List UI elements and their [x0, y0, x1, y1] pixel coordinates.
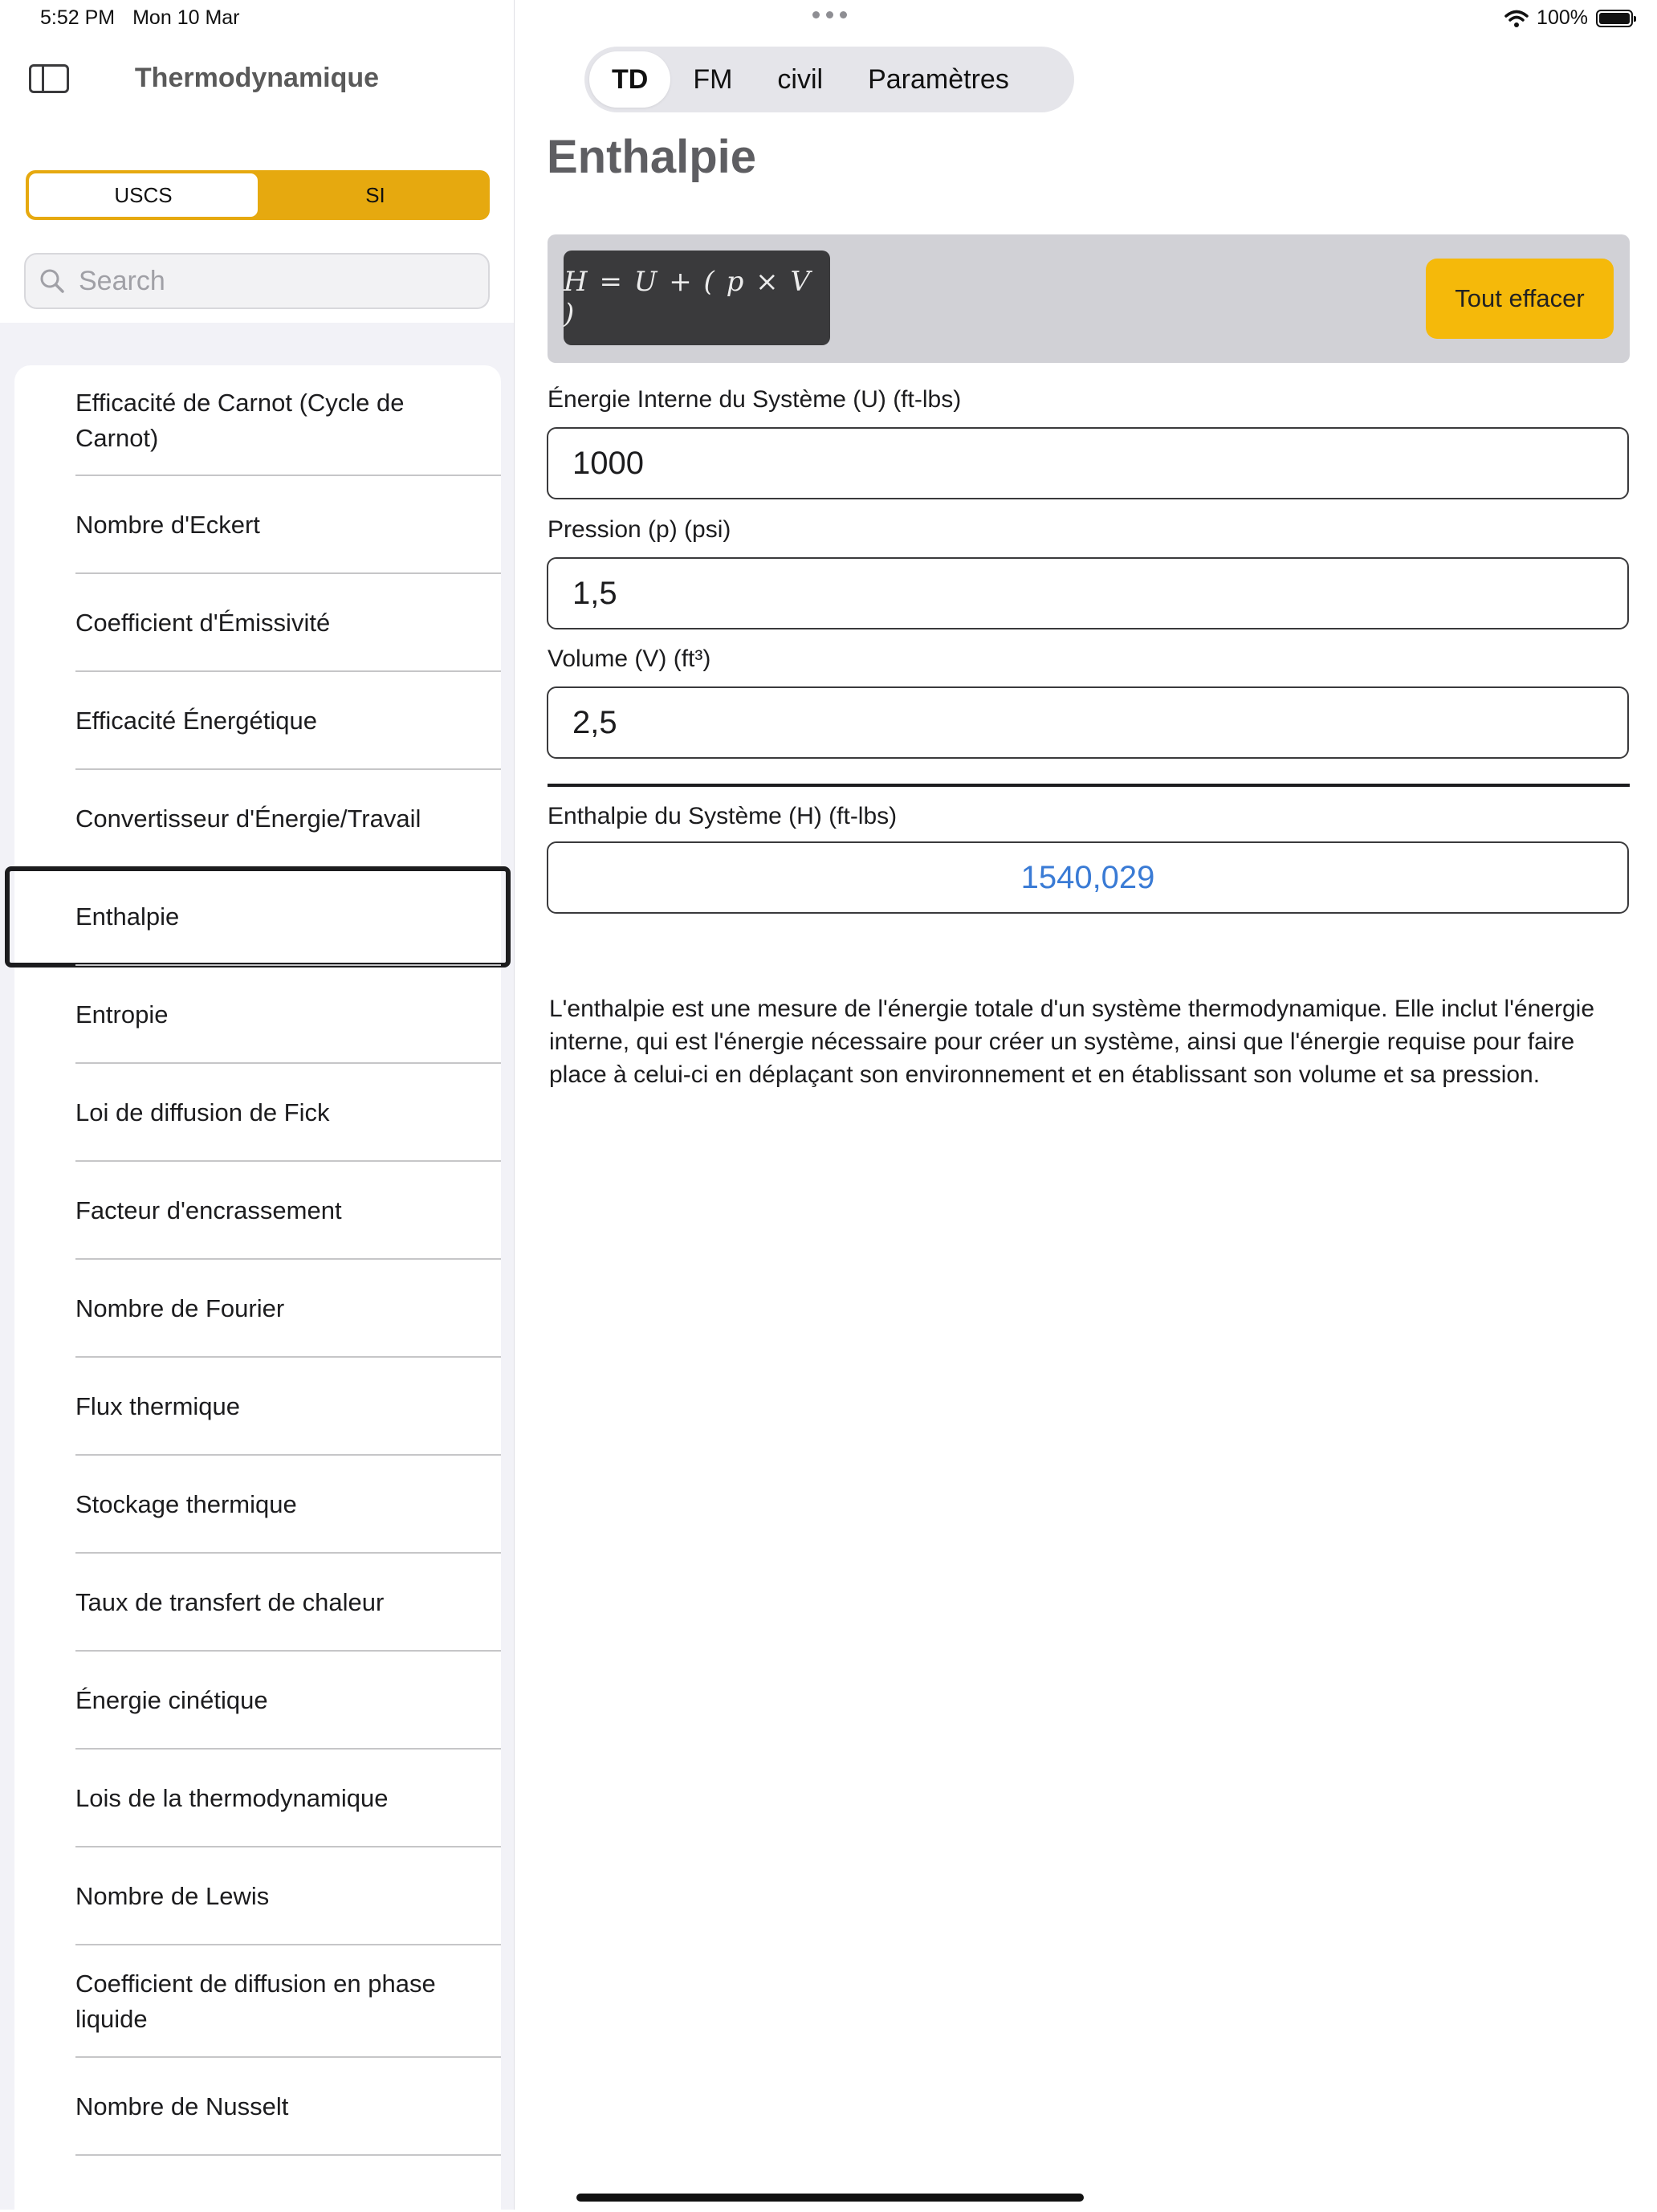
- list-item[interactable]: Nombre d'Eckert: [14, 476, 501, 574]
- home-indicator[interactable]: [576, 2194, 1084, 2202]
- formula-display: H = U + ( p × V ): [564, 251, 830, 345]
- list-item[interactable]: Lois de la thermodynamique: [14, 1750, 501, 1847]
- list-item[interactable]: Nombre de Fourier: [14, 1260, 501, 1358]
- search-bar[interactable]: [24, 253, 490, 309]
- search-input[interactable]: [77, 265, 466, 298]
- pressure-field-box: [547, 557, 1629, 629]
- tab-civil[interactable]: civil: [777, 63, 824, 95]
- list-item[interactable]: Coefficient d'Émissivité: [14, 574, 501, 672]
- page-title: Enthalpie: [547, 131, 757, 183]
- wifi-icon: [1504, 9, 1529, 28]
- unit-system-toggle[interactable]: [26, 170, 490, 220]
- list-item[interactable]: Facteur d'encrassement: [14, 1162, 501, 1260]
- tab-td[interactable]: TD: [589, 51, 670, 108]
- list-item[interactable]: Coefficient de diffusion en phase liquide: [14, 1945, 501, 2058]
- volume-input[interactable]: [548, 688, 1627, 757]
- sidebar: [0, 0, 515, 2210]
- search-icon: [39, 267, 66, 295]
- tab-fm[interactable]: FM: [693, 63, 733, 95]
- battery-icon: [1596, 10, 1633, 27]
- unit-option-si[interactable]: SI: [365, 182, 385, 207]
- sidebar-title: Thermodynamique: [134, 63, 380, 93]
- list-item[interactable]: Efficacité de Carnot (Cycle de Carnot): [14, 365, 501, 476]
- list-item[interactable]: Stockage thermique: [14, 1456, 501, 1554]
- list-item[interactable]: Convertisseur d'Énergie/Travail: [14, 770, 501, 868]
- result-value: 1540,029: [547, 841, 1629, 914]
- formula-list: [14, 365, 501, 2212]
- sidebar-header: [0, 0, 514, 323]
- field-label-pressure: Pression (p) (psi): [548, 516, 731, 543]
- list-item[interactable]: Énergie cinétique: [14, 1652, 501, 1750]
- pressure-input[interactable]: [548, 559, 1627, 628]
- list-item-selected[interactable]: Enthalpie: [6, 868, 509, 966]
- list-item[interactable]: Entropie: [14, 966, 501, 1064]
- result-label: Enthalpie du Système (H) (ft-lbs): [548, 803, 898, 829]
- tab-parametres[interactable]: Paramètres: [868, 63, 1009, 95]
- status-time: 5:52 PM Mon 10 Mar: [40, 6, 240, 29]
- divider: [548, 784, 1630, 787]
- category-tabs[interactable]: [584, 47, 1074, 112]
- list-item[interactable]: Nombre de Lewis: [14, 1847, 501, 1945]
- description-text: L'enthalpie est une mesure de l'énergie totale d'un système thermodynamique. Elle inclut l'énergie interne, qui est l'énergie nécessaire pour créer un système, ainsi que l'énergie requise pour faire place à celui-ci en déplaçant son environnement et en établissant son volume et sa pression.: [549, 996, 1595, 1088]
- clear-all-button[interactable]: Tout effacer: [1426, 259, 1614, 339]
- formula-bar: [548, 234, 1630, 363]
- list-item[interactable]: Nombre de Nusselt: [14, 2058, 501, 2156]
- internal-energy-field-box: [547, 427, 1629, 499]
- list-item[interactable]: Taux de transfert de chaleur: [14, 1554, 501, 1652]
- battery-percent: 100%: [1537, 6, 1588, 29]
- list-item[interactable]: Loi de diffusion de Fick: [14, 1064, 501, 1162]
- multitasking-dots-icon[interactable]: [812, 11, 847, 18]
- volume-field-box: [547, 686, 1629, 759]
- internal-energy-input[interactable]: [548, 429, 1627, 498]
- status-indicators: [1504, 6, 1633, 30]
- field-label-internal-energy: Énergie Interne du Système (U) (ft-lbs): [548, 386, 962, 413]
- field-label-volume: Volume (V) (ft³): [548, 646, 711, 672]
- list-item[interactable]: Flux thermique: [14, 1358, 501, 1456]
- unit-option-uscs[interactable]: USCS: [29, 173, 258, 217]
- list-item[interactable]: Efficacité Énergétique: [14, 672, 501, 770]
